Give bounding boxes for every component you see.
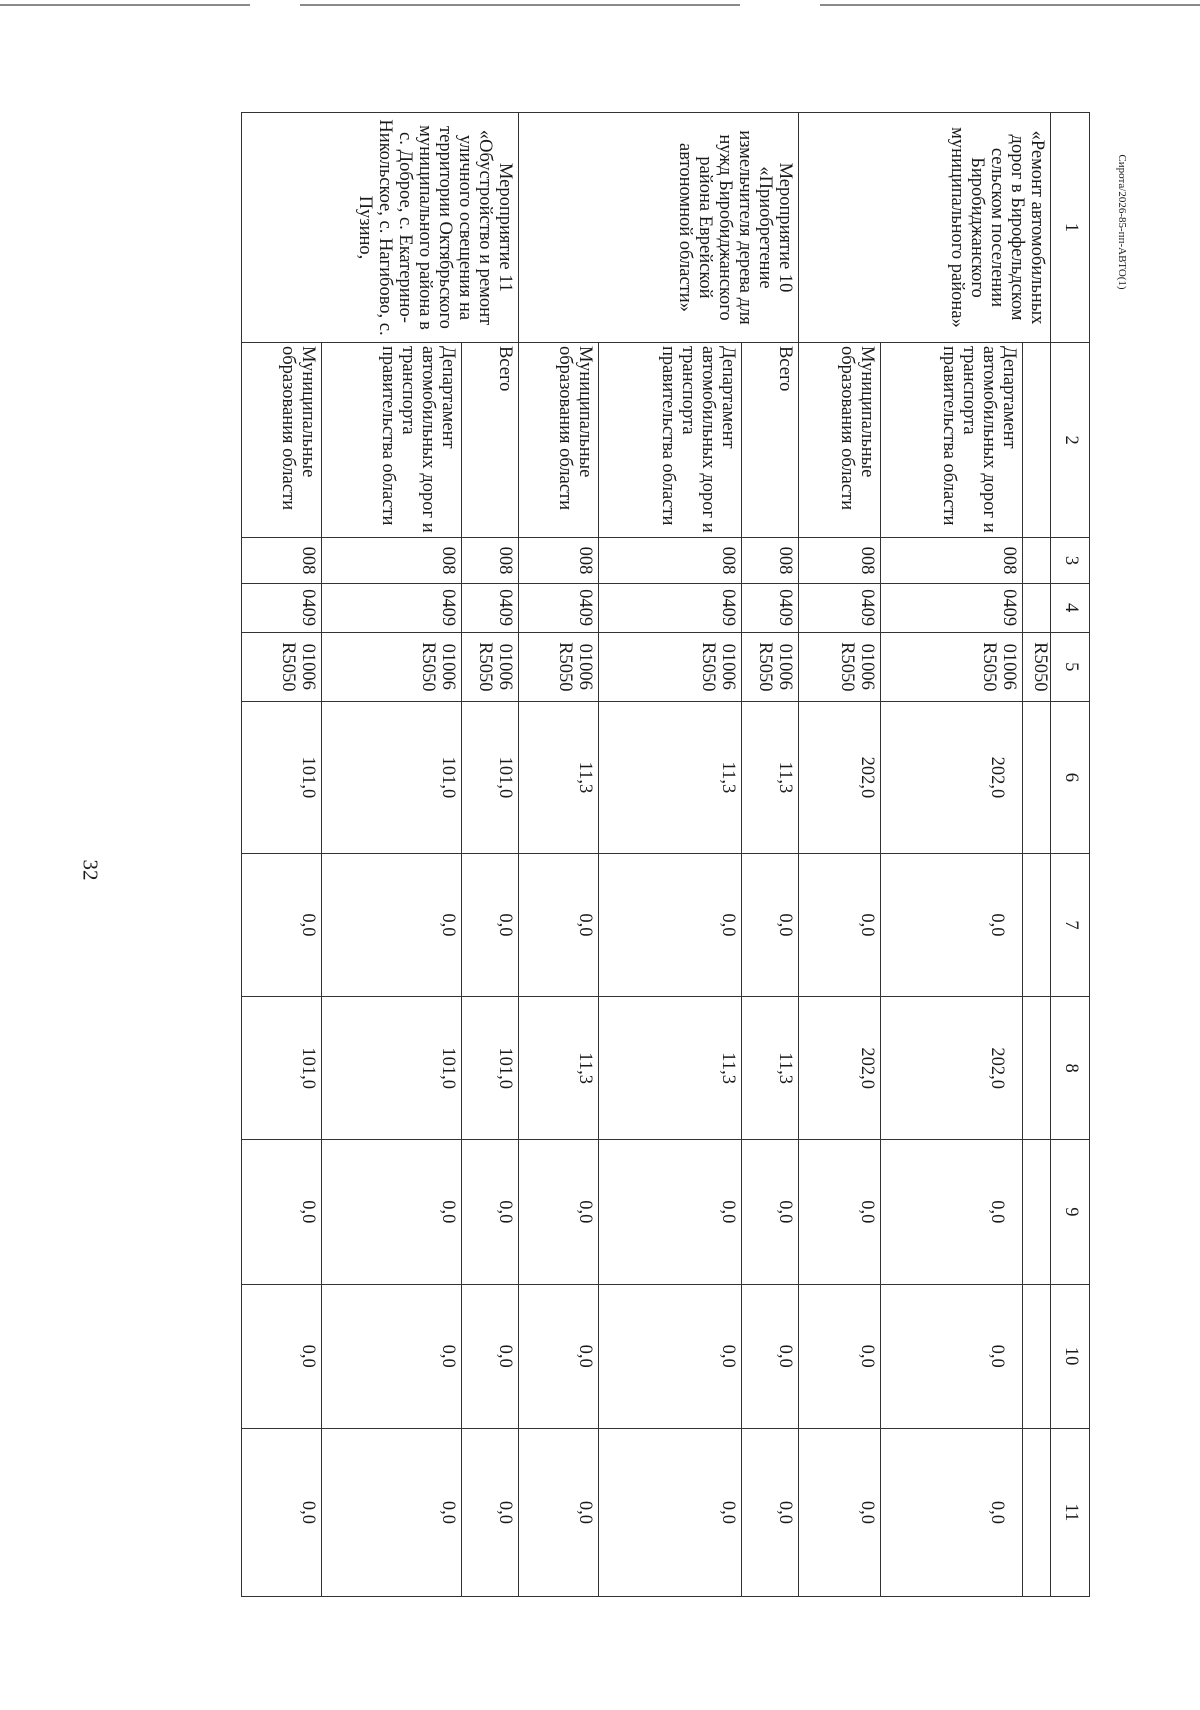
page-number: 32 [78, 859, 103, 881]
table-cell: 0,0 [599, 1140, 742, 1284]
column-header: 4 [1051, 583, 1090, 632]
table-cell: 0,0 [322, 853, 462, 996]
table-cell: 0,0 [242, 1284, 322, 1428]
table-cell: 0,0 [462, 1428, 519, 1596]
table-cell: 0,0 [322, 1428, 462, 1596]
scan-edge-line [820, 4, 1200, 6]
table-cell: 01006 R5050 [599, 632, 742, 701]
table-cell: 0,0 [519, 1140, 599, 1284]
table-cell: 0,0 [462, 1284, 519, 1428]
executor-cell: Всего [742, 342, 799, 537]
table-cell: 0409 [742, 583, 799, 632]
table-cell: 008 [742, 538, 799, 584]
executor-cell: Муниципальные образования области [242, 342, 322, 537]
executor-cell: Муниципальные образования области [519, 342, 599, 537]
table-cell: 0,0 [799, 1284, 881, 1428]
table-cell: 0,0 [799, 853, 881, 996]
budget-table [241, 112, 1090, 1597]
table-cell: 0,0 [462, 1140, 519, 1284]
table-cell: 0,0 [322, 1284, 462, 1428]
table-cell: 01006 R5050 [242, 632, 322, 701]
table-cell: 0,0 [242, 1140, 322, 1284]
column-header: 3 [1051, 538, 1090, 584]
table-cell: 0409 [599, 583, 742, 632]
scan-edge-line [300, 4, 740, 6]
column-header: 8 [1051, 997, 1090, 1140]
table-cell: 0,0 [599, 1284, 742, 1428]
table-cell: 01006 R5050 [881, 632, 1023, 701]
table-cell: 11,3 [599, 702, 742, 854]
scan-edge-line [0, 4, 250, 6]
table-cell: 01006 R5050 [742, 632, 799, 701]
executor-cell: Департамент автомобильных дорог и транспорта правительства области [322, 342, 462, 537]
table-cell: 0,0 [881, 1428, 1023, 1596]
budget-code-cell: R5050 [1023, 632, 1051, 701]
rotated-table-wrapper [175, 112, 1090, 1597]
column-header: 6 [1051, 702, 1090, 854]
table-cell: 0,0 [462, 853, 519, 996]
table-cell: 0,0 [242, 1428, 322, 1596]
executor-cell: Всего [462, 342, 519, 537]
table-cell: 0409 [799, 583, 881, 632]
table-cell: 008 [519, 538, 599, 584]
table-cell: 0,0 [519, 1428, 599, 1596]
table-cell: 101,0 [462, 997, 519, 1140]
table-cell: 0,0 [881, 1140, 1023, 1284]
table-cell: 0,0 [742, 1140, 799, 1284]
table-cell: 0409 [519, 583, 599, 632]
table-cell: 01006 R5050 [322, 632, 462, 701]
table-cell: 202,0 [799, 997, 881, 1140]
table-cell: 01006 R5050 [462, 632, 519, 701]
table-cell: 202,0 [881, 997, 1023, 1140]
executor-cell: Департамент автомобильных дорог и транспорта правительства области [881, 342, 1023, 537]
table-cell: 11,3 [519, 702, 599, 854]
column-header: 1 [1051, 113, 1090, 343]
table-cell: 11,3 [742, 702, 799, 854]
table-cell: 202,0 [881, 702, 1023, 854]
column-header: 11 [1051, 1428, 1090, 1596]
table-cell: 0409 [322, 583, 462, 632]
table-cell: 0,0 [799, 1140, 881, 1284]
table-cell: 008 [462, 538, 519, 584]
column-header: 2 [1051, 342, 1090, 537]
table-cell: 11,3 [742, 997, 799, 1140]
table-cell: 0,0 [799, 1428, 881, 1596]
table-cell: 101,0 [322, 997, 462, 1140]
table-cell: 0,0 [519, 853, 599, 996]
table-cell: 008 [322, 538, 462, 584]
table-cell: 0,0 [519, 1284, 599, 1428]
table-cell: 01006 R5050 [519, 632, 599, 701]
table-cell: 0,0 [742, 853, 799, 996]
table-cell: 101,0 [322, 702, 462, 854]
executor-cell: Муниципальные образования области [799, 342, 881, 537]
executor-cell: Департамент автомобильных дорог и транспорта правительства области [599, 342, 742, 537]
table-cell: 0,0 [881, 853, 1023, 996]
table-cell: 0409 [881, 583, 1023, 632]
table-cell: 01006 R5050 [799, 632, 881, 701]
table-cell: 0,0 [599, 853, 742, 996]
table-cell: 0,0 [242, 853, 322, 996]
table-cell: 0,0 [599, 1428, 742, 1596]
table-cell: 008 [881, 538, 1023, 584]
table-cell: 0,0 [322, 1140, 462, 1284]
table-cell: 11,3 [599, 997, 742, 1140]
table-cell: 0,0 [881, 1284, 1023, 1428]
table-cell: 008 [242, 538, 322, 584]
continuation-row [1023, 113, 1051, 1597]
table-cell: 0,0 [742, 1428, 799, 1596]
table-row [742, 113, 799, 1597]
table-cell: 008 [799, 538, 881, 584]
activity-cell: Мероприятие 11 «Обустройство и ремонт уличного освещения на территории Октябрьского муниципального района в с. Доброе, с. Екатерино-Никольское, с. Нагибово, с. Пузино, [242, 113, 519, 343]
column-header: 10 [1051, 1284, 1090, 1428]
table-cell: 0,0 [742, 1284, 799, 1428]
column-header: 9 [1051, 1140, 1090, 1284]
table-cell: 202,0 [799, 702, 881, 854]
column-number-row [1051, 113, 1090, 1597]
table-cell: 0409 [462, 583, 519, 632]
document-footer-code: Сирота/2026-85-пп-АВТО(1) [1116, 154, 1128, 290]
column-header: 5 [1051, 632, 1090, 701]
table-cell: 11,3 [519, 997, 599, 1140]
activity-cell: «Ремонт автомобильных дорог в Бирофельдском сельском поселении Биробиджанского муниципального района» [799, 113, 1051, 343]
table-cell: 101,0 [462, 702, 519, 854]
column-header: 7 [1051, 853, 1090, 996]
table-row [462, 113, 519, 1597]
table-cell: 101,0 [242, 702, 322, 854]
activity-cell: Мероприятие 10 «Приобретение измельчителя дерева для нужд Биробиджанского района Еврейской автономной области» [519, 113, 799, 343]
table-cell: 101,0 [242, 997, 322, 1140]
table-cell: 008 [599, 538, 742, 584]
table-cell: 0409 [242, 583, 322, 632]
